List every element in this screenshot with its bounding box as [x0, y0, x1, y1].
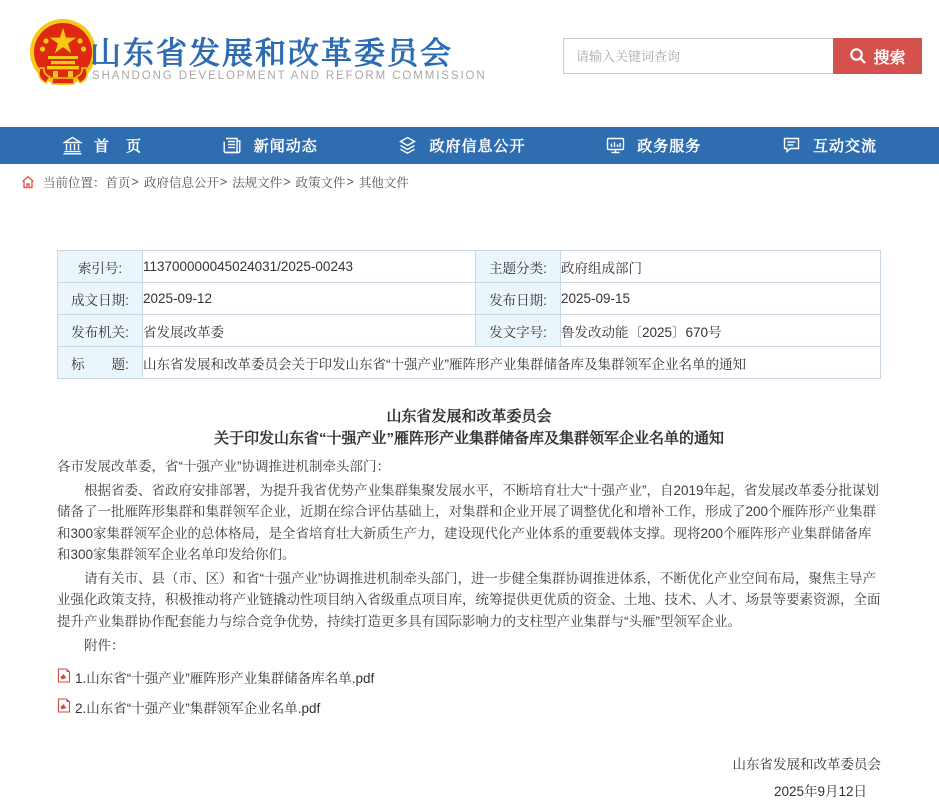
document-title-line2: 关于印发山东省“十强产业”雁阵形产业集群储备库及集群领军企业名单的通知	[213, 430, 724, 447]
monitor-chart-icon	[605, 135, 626, 156]
meta-label-publish-date: 发布日期:	[476, 283, 561, 315]
breadcrumb-item-regulations[interactable]: 法规文件	[232, 176, 283, 190]
attachments-label: 附件：	[84, 638, 125, 653]
table-row	[58, 347, 881, 379]
meta-label-title: 标 题:	[58, 347, 143, 379]
signature-issuer: 山东省发展和改革委员会	[732, 756, 881, 772]
table-row	[58, 315, 881, 347]
search-icon	[849, 47, 867, 65]
document-page	[57, 250, 881, 805]
search-button[interactable]	[833, 38, 922, 74]
nav-item-news[interactable]	[222, 135, 318, 156]
breadcrumb-item-gov-info[interactable]: 政府信息公开	[143, 176, 219, 190]
breadcrumb-separator: >	[346, 175, 354, 189]
nav-item-label: 新闻动态	[253, 138, 318, 155]
nav-item-label: 政务服务	[637, 138, 702, 155]
signature-date: 2025年9月12日	[773, 783, 867, 799]
breadcrumb	[0, 164, 939, 200]
china-national-emblem-icon	[26, 16, 100, 90]
meta-label-issuing-agency: 发布机关:	[58, 315, 143, 347]
nav-item-home[interactable]	[62, 135, 142, 156]
meta-value-index: 113700000045024031/2025-00243	[143, 251, 476, 283]
document-body	[57, 406, 881, 805]
attachment-link-1[interactable]	[57, 667, 881, 687]
table-row	[58, 251, 881, 283]
site-subtitle: SHANDONG DEVELOPMENT AND REFORM COMMISSION	[92, 70, 487, 82]
home-icon[interactable]	[21, 175, 35, 189]
breadcrumb-separator: >	[219, 175, 228, 189]
pdf-file-icon	[57, 698, 71, 716]
newspaper-icon	[222, 135, 243, 156]
meta-label-index: 索引号:	[58, 251, 143, 283]
attachment-link-2[interactable]	[57, 697, 881, 717]
attachment-name: 2.山东省“十强产业”集群领军企业名单.pdf	[75, 700, 321, 716]
nav-item-label: 首 页	[94, 138, 143, 155]
meta-value-title: 山东省发展和改革委员会关于印发山东省“十强产业”雁阵形产业集群储备库及集群领军企业名单的通知	[143, 347, 881, 379]
meta-label-written-date: 成文日期:	[58, 283, 143, 315]
table-row	[58, 283, 881, 315]
chat-bubble-icon	[781, 135, 802, 156]
site-title: 山东省发展和改革委员会	[90, 36, 453, 71]
breadcrumb-item-home[interactable]: 首页	[105, 176, 131, 190]
nav-item-label: 互动交流	[812, 138, 877, 155]
layers-icon	[397, 135, 418, 156]
salutation: 各市发展改革委，省“十强产业”协调推进机制牵头部门：	[57, 459, 390, 474]
nav-item-label: 政府信息公开	[429, 138, 526, 155]
nav-item-interaction[interactable]	[781, 135, 877, 156]
meta-value-doc-number: 鲁发改动能〔2025〕670号	[561, 315, 881, 347]
search-input[interactable]	[563, 38, 833, 74]
main-nav	[0, 127, 939, 164]
meta-value-publish-date: 2025-09-15	[561, 283, 881, 315]
nav-item-gov-service[interactable]	[605, 135, 701, 156]
meta-value-category: 政府组成部门	[561, 251, 881, 283]
paragraph: 根据省委、省政府安排部署，为提升我省优势产业集群集聚发展水平，不断培育壮大“十强产业”，自2019年起，省发展改革委分批谋划储备了一批雁阵形集群和集群领军企业，近期在综合评估基础上，对集群和企业开展了调整优化和增补工作，形成了200个雁阵形产业集群和300家集群领军企业的总体格局，是全省培育壮大新质生产力，建设现代化产业体系的重要载体支撑。现将200个雁阵形产业集群储备库和300家集群领军企业名单印发给你们。	[57, 482, 880, 562]
paragraph: 请有关市、县（市、区）和省“十强产业”协调推进机制牵头部门，进一步健全集群协调推进体系，不断优化产业空间布局，聚焦主导产业强化政策支持，积极推动将产业链撬动性项目纳入省级重点项目库，统筹提供更优质的资金、土地、技术、人才、场景等要素资源，全面提升产业集群协作配套能力与综合竞争优势，持续打造更多具有国际影响力的支柱型产业集群与“头雁”型领军企业。	[57, 570, 881, 629]
breadcrumb-item-other[interactable]: 其他文件	[358, 176, 409, 190]
pdf-file-icon	[57, 668, 71, 686]
site-header	[0, 0, 939, 127]
meta-value-written-date: 2025-09-12	[143, 283, 476, 315]
document-meta-table	[57, 250, 881, 379]
attachment-name: 1.山东省“十强产业”雁阵形产业集群储备库名单.pdf	[75, 670, 375, 686]
search-box	[563, 38, 922, 74]
breadcrumb-item-policy[interactable]: 政策文件	[295, 176, 346, 190]
nav-item-gov-info[interactable]	[397, 135, 525, 156]
meta-label-category: 主题分类:	[476, 251, 561, 283]
meta-label-doc-number: 发文字号:	[476, 315, 561, 347]
government-building-icon	[62, 135, 83, 156]
document-title-line1: 山东省发展和改革委员会	[386, 408, 552, 425]
search-button-label: 搜索	[873, 49, 906, 67]
breadcrumb-prefix: 当前位置：	[43, 176, 106, 190]
breadcrumb-separator: >	[283, 175, 291, 189]
meta-value-issuing-agency: 省发展改革委	[143, 315, 476, 347]
signature-block	[57, 751, 881, 805]
breadcrumb-separator: >	[131, 175, 139, 189]
